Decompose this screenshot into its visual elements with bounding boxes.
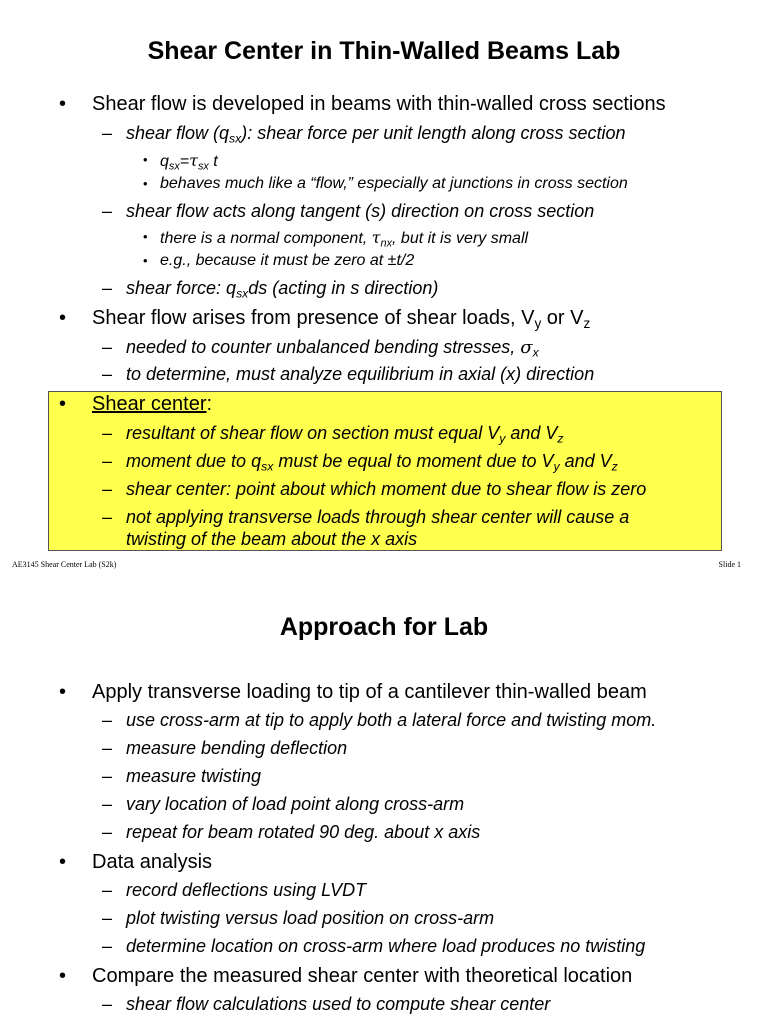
sub-bullet-tangent [102, 201, 595, 222]
text: t [208, 153, 218, 170]
bullet-marker: • [143, 176, 148, 191]
sub-bullet-shear-flow-def [102, 123, 626, 146]
subscript: y [534, 316, 542, 332]
sub-bullet-moment [102, 451, 618, 474]
sub-bullet-shear-force [102, 278, 439, 301]
text: ): shear force per unit length along cross section [241, 123, 626, 143]
text: needed to counter unbalanced bending stresses, [126, 337, 521, 357]
bullet-marker: • [59, 851, 67, 873]
text: determine location on cross-arm where load produces no twisting [126, 936, 646, 956]
text: Shear flow arises from presence of shear loads, V [92, 307, 535, 329]
sub-bullet [102, 710, 657, 731]
bullet-shear-loads [59, 307, 591, 332]
dash-marker: – [102, 337, 113, 357]
subscript: sx [168, 160, 180, 173]
slide-title: Shear Center in Thin-Walled Beams Lab [147, 37, 621, 65]
dash-marker: – [102, 738, 113, 758]
sub-bullet [102, 880, 367, 901]
footer-right: Slide 1 [718, 560, 741, 569]
text: = [179, 153, 190, 170]
dash-marker: – [102, 479, 113, 499]
text: not applying transverse loads through shear center will cause a [126, 507, 630, 527]
text: resultant of shear flow on section must equal V [126, 423, 500, 443]
subscript: sx [229, 131, 242, 146]
text: plot twisting versus load position on cross-arm [126, 908, 495, 928]
dash-marker: – [102, 936, 113, 956]
text: twisting of the beam about the x axis [126, 529, 418, 549]
text: shear flow acts along tangent (s) direction on cross section [126, 201, 595, 221]
text: and V [505, 423, 558, 443]
tau-symbol: τ [371, 228, 381, 247]
text: measure bending deflection [126, 738, 348, 758]
bullet-data-analysis [59, 851, 213, 874]
text: : [206, 393, 213, 415]
bullet-marker: • [143, 253, 148, 268]
sub-bullet-resultant [102, 423, 564, 446]
dash-marker: – [102, 201, 113, 221]
text: Compare the measured shear center with theoretical location [92, 965, 633, 987]
sub-bullet [102, 766, 262, 787]
text: ds (acting in s direction) [248, 278, 439, 298]
text: q [160, 153, 169, 170]
sub-bullet-twisting [102, 507, 630, 528]
bullet-marker: • [143, 152, 148, 167]
sub-sub-bullet-normal [143, 228, 529, 250]
text: e.g., because it must be zero at ±t/2 [160, 252, 415, 269]
bullet-compare [59, 965, 633, 988]
bullet-text: Shear flow is developed in beams with thin-walled cross sections [92, 93, 666, 115]
text: shear flow (q [126, 123, 230, 143]
tau-symbol: τ [189, 151, 198, 170]
text: behaves much like a “flow,” especially at junctions in cross section [160, 175, 628, 192]
text: vary location of load point along cross-arm [126, 794, 465, 814]
sub-bullet-twisting-cont [126, 529, 417, 550]
dash-marker: – [102, 908, 113, 928]
subscript: z [557, 431, 564, 446]
dash-marker: – [102, 123, 113, 143]
text: repeat for beam rotated 90 deg. about x axis [126, 822, 481, 842]
text: moment due to q [126, 451, 262, 471]
subscript: z [611, 459, 618, 474]
footer-left: AE3145 Shear Center Lab (S2k) [12, 560, 117, 569]
slide-title: Approach for Lab [279, 613, 489, 641]
bullet-marker: • [59, 965, 67, 987]
sub-sub-bullet-zero [143, 252, 415, 270]
text: shear flow calculations used to compute shear center [126, 994, 551, 1014]
text: Data analysis [92, 851, 213, 873]
subscript: sx [236, 286, 249, 301]
dash-marker: – [102, 423, 113, 443]
bullet-marker: • [59, 393, 67, 415]
sub-bullet [102, 908, 495, 929]
sub-bullet [102, 738, 348, 759]
text: shear center: point about which moment due to shear flow is zero [126, 479, 647, 499]
subscript: x [532, 345, 539, 360]
dash-marker: – [102, 278, 113, 298]
dash-marker: – [102, 994, 113, 1014]
sub-sub-bullet-flow [143, 175, 628, 193]
sub-bullet-equilibrium [102, 364, 595, 385]
bullet-apply-loading [59, 681, 647, 704]
text: there is a normal component, [160, 230, 372, 247]
sigma-symbol: σ [520, 337, 533, 358]
dash-marker: – [102, 364, 113, 384]
subscript: z [583, 316, 591, 332]
sub-bullet [102, 994, 551, 1015]
sub-bullet-bending [102, 337, 539, 360]
subscript: y [499, 431, 506, 446]
dash-marker: – [102, 451, 113, 471]
slide-2 [0, 572, 768, 1024]
dash-marker: – [102, 766, 113, 786]
text: and V [559, 451, 612, 471]
bullet-marker: • [59, 93, 67, 115]
text: use cross-arm at tip to apply both a lateral force and twisting mom. [126, 710, 657, 730]
text: , but it is very small [392, 230, 529, 247]
bullet-marker: • [143, 229, 148, 244]
subscript: sx [261, 459, 274, 474]
subscript: sx [197, 160, 209, 173]
bullet-marker: • [59, 681, 67, 703]
text: to determine, must analyze equilibrium in axial (x) direction [126, 364, 595, 384]
subscript: nx [380, 237, 393, 250]
dash-marker: – [102, 794, 113, 814]
text: or V [541, 307, 584, 329]
dash-marker: – [102, 880, 113, 900]
bullet-shear-center [59, 393, 213, 416]
dash-marker: – [102, 710, 113, 730]
dash-marker: – [102, 822, 113, 842]
text: Apply transverse loading to tip of a cantilever thin-walled beam [92, 681, 647, 703]
subscript: y [553, 459, 560, 474]
shear-center-label: Shear center [92, 393, 207, 415]
sub-bullet [102, 822, 481, 843]
bullet-shear-flow-developed [59, 93, 666, 116]
sub-bullet-point [102, 479, 647, 500]
sub-sub-bullet-formula [143, 151, 218, 173]
sub-bullet [102, 936, 646, 957]
text: record deflections using LVDT [126, 880, 367, 900]
text: shear force: q [126, 278, 237, 298]
sub-bullet [102, 794, 465, 815]
text: measure twisting [126, 766, 262, 786]
text: must be equal to moment due to V [273, 451, 554, 471]
bullet-marker: • [59, 307, 67, 329]
dash-marker: – [102, 507, 113, 527]
